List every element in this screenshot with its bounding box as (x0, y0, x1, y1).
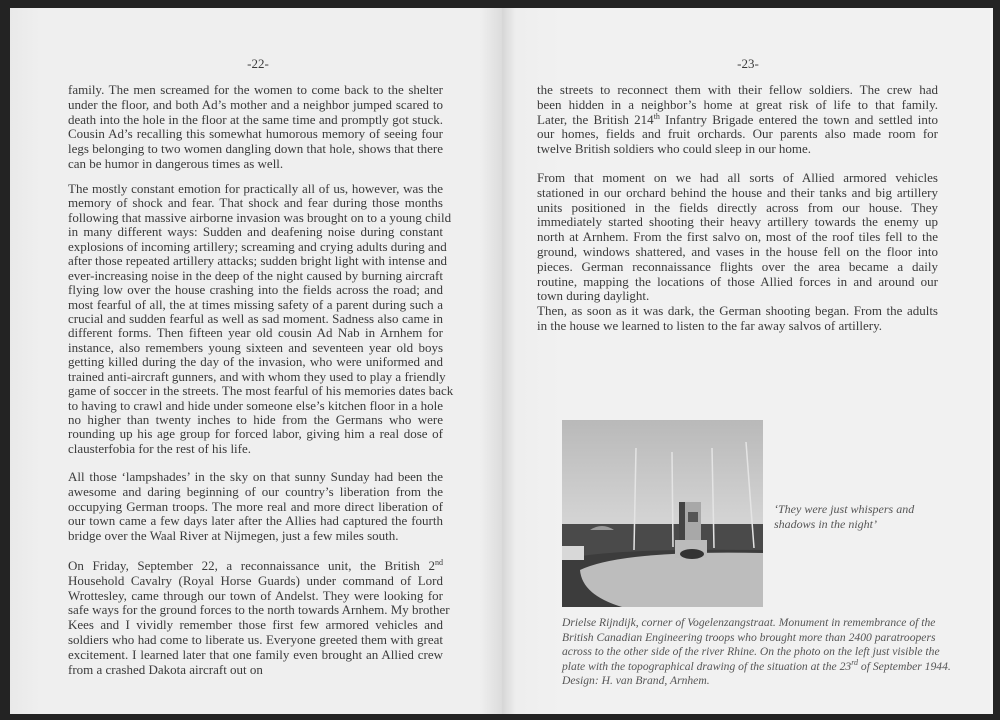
text-segment: ground, windows shattered, and vases in the house fell on the floor into (537, 243, 938, 259)
text-segment: Drielse Rijndijk, corner of Vogelenzangstraat. Monument in remembrance of the (562, 616, 936, 629)
text-line (562, 657, 951, 675)
text-line (68, 514, 443, 529)
text-segment: can be humor in dangerous times as well. (68, 155, 284, 171)
superscript: th (653, 111, 660, 121)
text-segment: death into the hole in the floor at the same time and promptly got stuck. (68, 111, 443, 127)
photo-quote (774, 502, 914, 531)
text-segment: our homes, fields and fruit orchards. Our parents also made room for (537, 126, 938, 142)
text-segment: plate with the topographical drawing of the situation at the 23 (562, 659, 852, 673)
text-line (68, 283, 443, 297)
text-segment: trained anti-aircraft gunners, and with whom they used to play a friendly (68, 368, 446, 384)
text-line (68, 157, 443, 172)
text-line (68, 209, 452, 225)
text-line (537, 201, 938, 216)
text-line (68, 253, 448, 269)
text-segment: getting killed during the day of the invasion, who were uniformed and (68, 354, 443, 370)
text-line (68, 648, 443, 663)
left-page (10, 8, 502, 714)
text-line (68, 127, 443, 142)
text-line (68, 413, 443, 427)
text-segment: instance, also remembers young sixteen and seventeen year old boys (68, 339, 443, 355)
text-segment: Later, the British 214 (537, 111, 654, 127)
text-segment: Household Cavalry (Royal Horse Guards) under command of Lord (68, 572, 443, 588)
text-segment: game of soccer in the streets. The most fearful of his memories dates back (68, 383, 454, 399)
text-segment: Design: H. van Brand, Arnhem. (562, 674, 710, 688)
text-line (68, 298, 443, 312)
text-segment: All those ‘lampshades’ in the sky on that sunny Sunday had been the (68, 469, 443, 484)
text-segment: different forms. Then fifteen year old cousin Ad Nab in Arnhem for (68, 325, 443, 341)
paragraph (68, 181, 454, 456)
text-line (68, 574, 443, 589)
paragraph (68, 470, 443, 544)
quote-line: shadows in the night’ (774, 516, 878, 531)
text-segment: to having to crawl and hide under someone else’s kitchen floor in a hole (68, 397, 443, 413)
text-line (68, 142, 443, 157)
text-line (68, 83, 443, 98)
text-line (68, 196, 443, 210)
text-line (562, 645, 942, 660)
text-line (537, 113, 938, 128)
text-line (68, 470, 443, 485)
text-line (68, 269, 443, 283)
paragraph (68, 558, 450, 677)
text-line (537, 260, 938, 275)
text-segment: safe ways for the ground forces to the north towards Arnhem. My brother (68, 602, 450, 618)
text-segment: British Canadian Engineering troops who brought more than 2400 paratroopers (562, 630, 936, 644)
page-number: -22- (247, 56, 269, 71)
text-segment: after those repeated artillery attacks; sudden bright light with intense and (68, 253, 448, 269)
text-segment: occupying German troops. The more real and more direct liberation of (68, 498, 443, 514)
text-line (537, 142, 938, 157)
text-line (537, 289, 938, 304)
text-segment: pieces. German reconnaissance flights over the area became a daily (537, 258, 938, 274)
text-line (537, 319, 938, 334)
text-line (68, 559, 443, 574)
monument-photo (562, 420, 763, 607)
text-line (537, 186, 938, 201)
text-line (68, 500, 443, 515)
text-segment: most fearful of all, the at times missing safety of a parent during such a (68, 296, 443, 312)
text-segment: Infantry Brigade entered the town and settled into (659, 111, 938, 127)
text-line (68, 113, 443, 128)
paragraph (68, 83, 443, 172)
text-segment: rounding up his age group for forced labor, giving him a real dose of (68, 426, 443, 442)
text-line (562, 616, 942, 631)
text-line (537, 304, 938, 319)
text-line (537, 98, 938, 113)
text-line (68, 663, 443, 678)
right-page (502, 8, 993, 714)
photo-caption (562, 616, 951, 689)
text-segment: under the floor, and both Ad’s mother and a neighbor jumped scared to (68, 96, 443, 112)
text-segment: On Friday, September 22, a reconnaissance unit, the British 2 (68, 558, 435, 573)
text-segment: across to the other side of the river Rhine. On the photo on the left just visible the (562, 645, 940, 659)
text-segment: Wrottesley, came through our town of Andelst. They were looking for (68, 587, 443, 603)
text-segment: of September 1944. (858, 659, 951, 673)
text-segment: The mostly constant emotion for practically all of us, however, was the (68, 181, 443, 196)
text-segment: immediately started shooting their heavy artillery towards the enemy up (537, 214, 938, 230)
text-line (68, 98, 443, 113)
superscript: nd (435, 558, 443, 567)
text-line (68, 225, 443, 239)
text-segment: memory of shock and fear. That shock and fear during those months (68, 195, 443, 211)
text-line (68, 589, 443, 604)
page-number: -23- (737, 56, 759, 71)
text-segment: bridge over the Waal River at Nijmegen, just a few miles south. (68, 528, 399, 544)
text-line (68, 383, 454, 399)
text-segment: been hidden in a neighbor’s home at great risk of life to that family. (537, 96, 938, 112)
text-line (537, 275, 938, 290)
text-line (68, 238, 447, 254)
monument-photo-image (562, 420, 763, 607)
text-segment: no higher than twenty inches to hide from the Germans who were (68, 412, 443, 427)
text-line (68, 618, 443, 633)
text-segment: units positioned in the fields directly across from our house. They (537, 199, 938, 215)
text-segment: excitement. I learned later that one family even brought an Allied crew (68, 646, 443, 662)
text-line (68, 633, 443, 648)
text-segment: town during daylight. (537, 288, 650, 304)
text-line (68, 326, 443, 340)
text-line (68, 355, 443, 369)
text-segment: clausterfobia for the rest of his life. (68, 440, 252, 456)
text-line (562, 674, 942, 689)
text-line (537, 245, 938, 260)
text-line (68, 182, 443, 196)
text-segment: family. The men screamed for the women to come back to the shelter (68, 82, 443, 97)
text-line (537, 127, 938, 142)
quote-line: ‘They were just whispers and (774, 502, 915, 516)
text-line (537, 83, 938, 98)
text-line (68, 399, 443, 413)
text-segment: Then, as soon as it was dark, the German shooting began. From the adults (537, 303, 938, 319)
text-segment: From that moment on we had all sorts of Allied armored vehicles (537, 170, 938, 185)
text-segment: Kees and I vividly remember those first few armored vehicles and (68, 617, 443, 633)
paragraph (537, 83, 938, 157)
text-line (68, 312, 443, 326)
text-segment: from a crashed Dakota aircraft out on (68, 661, 263, 677)
text-line (68, 485, 443, 500)
text-segment: in the house we learned to listen to the far away salvos of artillery. (537, 317, 882, 333)
paragraph (537, 171, 938, 334)
text-segment: following that massive airborne invasion was brought on to a young child (68, 209, 452, 225)
text-line (68, 368, 446, 384)
text-line (537, 171, 938, 186)
text-segment: awesome and daring beginning of our country’s liberation from the (68, 483, 443, 499)
text-line (537, 230, 938, 245)
text-line (68, 602, 450, 618)
text-segment: Cousin Ad’s recalling this somewhat humorous memory of seeing four (68, 126, 443, 142)
text-segment: twelve British soldiers who could sleep in our home. (537, 141, 812, 157)
text-segment: the streets to reconnect them with their fellow soldiers. The crew had (537, 82, 938, 97)
text-segment: our town came a few days later after the Allies had captured the fourth (68, 513, 443, 529)
text-line (68, 442, 443, 456)
text-line (68, 427, 443, 441)
text-line (537, 215, 938, 230)
text-segment: soldiers who had come to liberate us. Everyone greeted them with great (68, 631, 443, 647)
text-segment: routine, mapping the locations of those Allied forces in and around our (537, 273, 938, 289)
text-segment: stationed in our orchard behind the house and their tanks and big artillery (537, 184, 938, 200)
text-segment: crucial and sudden fearful as well as sad moment. Sadness also came in (68, 310, 443, 326)
text-segment: legs belonging to two women dangling down that hole, shows that there (68, 141, 443, 157)
text-line (68, 529, 443, 544)
text-segment: ever-increasing noise in the deep of the night caused by burning aircraft (68, 267, 443, 283)
text-segment: explosions of incoming artillery; screaming and crying adults during and (68, 238, 447, 254)
superscript: rd (851, 657, 859, 667)
text-line (562, 631, 942, 646)
text-segment: flying low over the house crashing into the fields across the road; and (68, 282, 443, 298)
text-line (68, 341, 443, 355)
text-segment: north at Arnhem. From the first salvo on, most of the roof tiles fell to the (537, 229, 938, 245)
text-segment: in many different ways: Sudden and deafening noise during constant (68, 224, 443, 240)
